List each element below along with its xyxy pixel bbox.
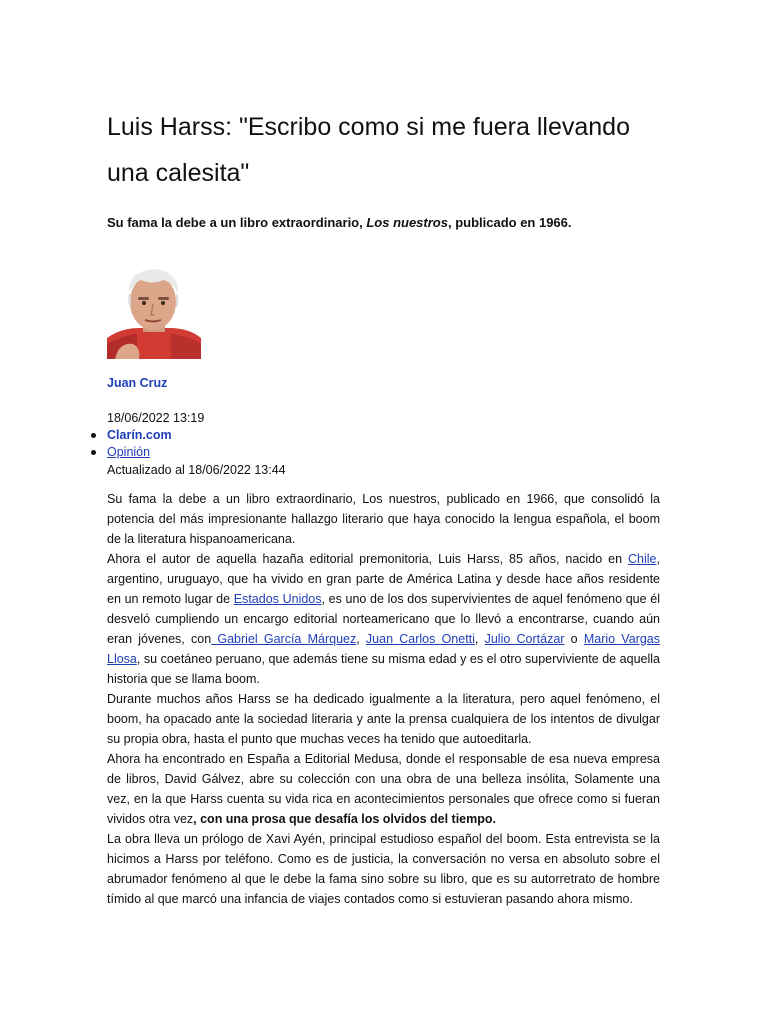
updated-date: Actualizado al 18/06/2022 13:44 xyxy=(107,463,286,477)
subtitle-book-title: Los nuestros xyxy=(366,215,448,230)
paragraph: La obra lleva un prólogo de Xavi Ayén, principal estudioso español del boom. Esta entrevista se la hicimos a Harss por teléfono. Como es de justicia, la conversación no versa en absoluto sobre el abrumador fenómeno al que le debe la fama sino sobre su libro, que es su autorretrato de hombre tímido al que marcó una infancia de viajes contados como si estuvieran pasando ahora mismo. xyxy=(107,832,660,906)
paragraph: Durante muchos años Harss se ha dedicado igualmente a la literatura, pero aquel fenómeno, el boom, ha opacado ante la sociedad literaria y ante la prensa cualquiera de los intentos de divulgar su propia obra, hasta el punto que muchas veces ha tenido que autoeditarla. xyxy=(107,692,660,746)
clarin-link[interactable]: Clarín.com xyxy=(107,428,172,442)
opinion-link[interactable]: Opinión xyxy=(107,445,151,459)
separator: , xyxy=(356,632,366,646)
list-item xyxy=(107,444,172,461)
chile-link[interactable]: Chile xyxy=(628,552,657,566)
list-item xyxy=(107,427,172,444)
paragraph-text: , es uno de los dos supervivientes de aquel fenómeno que él desveló cumpliendo un encargo editorial norteamericano que lo llevó a encontrarse, cuando aún eran jóvenes, con xyxy=(107,592,660,646)
paragraph-bold-text: , con una prosa que desafía los olvidos del tiempo. xyxy=(193,812,496,826)
separator: , xyxy=(474,632,485,646)
article-subtitle xyxy=(107,215,667,230)
paragraph-text: , argentino, uruguayo, que ha vivido en gran parte de América Latina y desde hace años residente en un remoto lugar de xyxy=(107,552,660,606)
garcia-marquez-link[interactable]: Gabriel García Márquez xyxy=(211,632,357,646)
page-title: Luis Harss: "Escribo como si me fuera llevando una calesita" xyxy=(107,113,630,187)
paragraph-text: Ahora ha encontrado en España a Editorial Medusa, donde el responsable de esa nueva empresa de libros, David Gálvez, abre su colección con una obra de una belleza insólita, Solamente una vez, en la que Harss cuenta su vida rica en acontecimientos personales que ofrece como si fueran vividos otra vez xyxy=(107,752,660,826)
publish-date: 18/06/2022 13:19 xyxy=(107,411,205,425)
author-link[interactable]: Juan Cruz xyxy=(107,376,168,390)
subtitle-text-end: , publicado en 1966. xyxy=(447,215,572,230)
onetti-link[interactable]: Juan Carlos Onetti xyxy=(365,632,475,646)
article-body xyxy=(107,489,660,909)
subtitle-text: Su fama la debe a un libro extraordinario, xyxy=(107,215,367,230)
vargas-llosa-link[interactable]: Mario Vargas Llosa xyxy=(107,632,660,666)
paragraph xyxy=(107,749,660,829)
paragraph xyxy=(107,549,660,689)
section-list xyxy=(107,427,172,461)
separator: o xyxy=(564,632,584,646)
author-photo xyxy=(107,264,201,359)
estados-unidos-link[interactable]: Estados Unidos xyxy=(233,592,322,606)
paragraph-text: , su coetáneo peruano, que además tiene su misma edad y es el otro superviviente de aquella historia que se llama boom. xyxy=(107,652,660,686)
paragraph-text: Ahora el autor de aquella hazaña editorial premonitoria, Luis Harss, 85 años, nacido en xyxy=(107,552,629,566)
paragraph: Su fama la debe a un libro extraordinario, Los nuestros, publicado en 1966, que consolidó la potencia del más impresionante hallazgo literario que haya conocido la lengua española, el boom de la literatura hispanoamericana. xyxy=(107,492,660,546)
author-portrait-image xyxy=(107,264,201,359)
cortazar-link[interactable]: Julio Cortázar xyxy=(484,632,565,646)
